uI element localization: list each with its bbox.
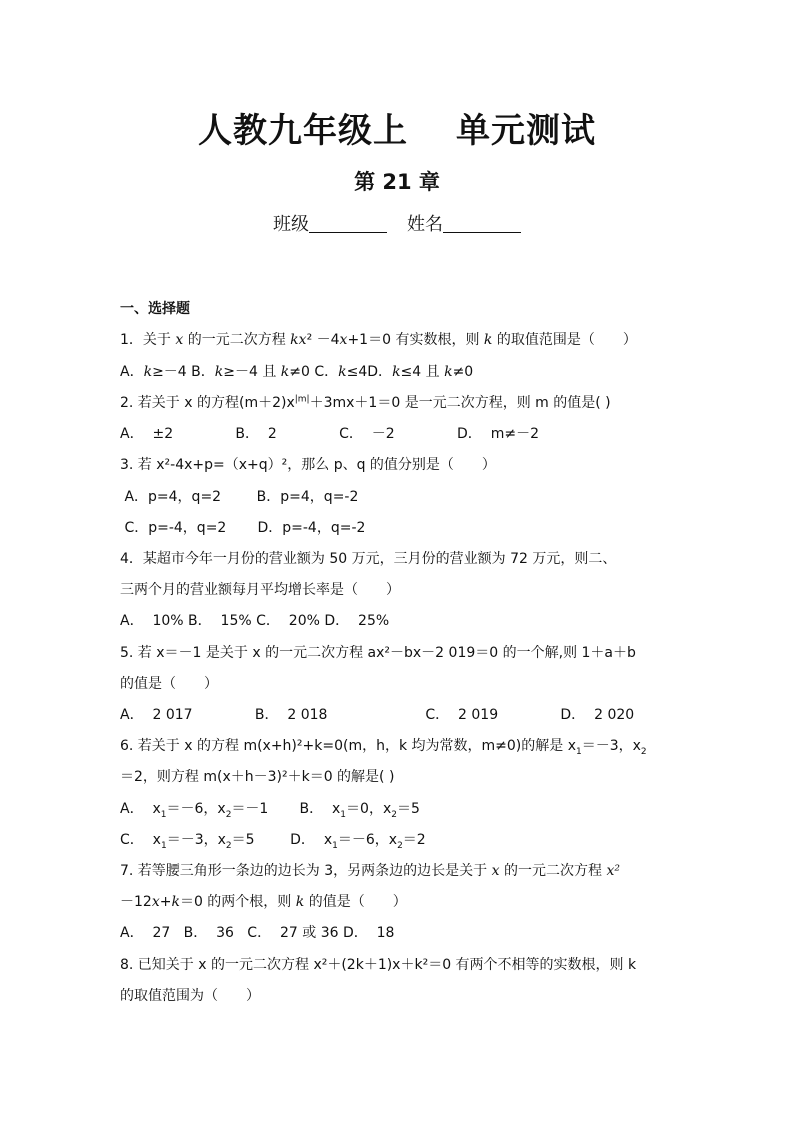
class-name-line xyxy=(0,210,794,236)
question-8-stem-line-1: 8. 已知关于 x 的一元二次方程 x²＋(2k＋1)x＋k²＝0 有两个不相等的实数根，则 k xyxy=(120,957,637,973)
question-3-options-ab: A．p=4，q=2 B．p=4，q=-2 xyxy=(120,489,359,505)
question-2-stem: 2. 若关于 x 的方程$(m+2)x^{|m|}+3mx+1=0$ 是一元二次方程，则 m 的值是( ) xyxy=(120,394,611,411)
question-4-options: A． 10% B． 15% C． 20% D． 25% xyxy=(120,613,390,629)
title-part-1: 人教九年级上 xyxy=(198,111,408,151)
question-2-options: A． ±2 B． 2 C． －2 D． m≠－2 xyxy=(120,426,539,442)
question-6-options-ab: A． $x_1=-6$，$x_2=-1$ B． $x_1=0$，$x_2=5$ xyxy=(120,801,420,820)
name-label: 姓名 xyxy=(407,214,443,235)
question-1-options: A．k≥－4 B．k≥－4 且 k≠0 C．k≤4D．k≤4 且 k≠0 xyxy=(120,364,474,380)
question-4-stem-line-2: 三两个月的营业额每月平均增长率是（ ） xyxy=(120,582,400,598)
question-5-stem-line-2: 的值是（ ） xyxy=(120,676,218,692)
page-title xyxy=(0,103,794,152)
name-blank[interactable] xyxy=(443,214,521,233)
class-blank[interactable] xyxy=(309,214,387,233)
question-5-stem-line-1: 5. 若 x＝－1 是关于 x 的一元二次方程 ax²－bx－2 019＝0 的一个解,则 1＋a＋b xyxy=(120,645,636,661)
question-6-stem-line-1: 6. 若关于 x 的方程 m(x+h)²+k=0(m，h，k 均为常数，m≠0)的解是 $x_1=-3$，$x_2$ xyxy=(120,738,647,757)
question-1-stem: 1．关于 x 的一元二次方程 kx² －4x+1＝0 有实数根，则 k 的取值范围是（ ） xyxy=(120,332,637,348)
question-7-stem-line-2: －12x+k＝0 的两个根，则 k 的值是（ ） xyxy=(120,894,407,910)
question-7-stem-line-1: 7. 若等腰三角形一条边的边长为 3，另两条边的边长是关于 x 的一元二次方程 x² xyxy=(120,863,620,879)
question-3-options-cd: C．p=-4，q=2 D．p=-4，q=-2 xyxy=(120,520,366,536)
class-label: 班级 xyxy=(273,214,309,235)
question-4-stem-line-1: 4．某超市今年一月份的营业额为 50 万元，三月份的营业额为 72 万元，则二、 xyxy=(120,551,617,567)
chapter-heading: 第 21 章 xyxy=(354,170,440,194)
question-6-stem-line-2: ＝2，则方程 m(x＋h－3)²＋k＝0 的解是( ) xyxy=(120,769,395,785)
question-6-options-cd: C． $x_1=-3$，$x_2=5$ D． $x_1=-6$，$x_2=2$ xyxy=(120,832,426,851)
question-3-stem: 3. 若 x²-4x+p=（x+q）²，那么 p、q 的值分别是（ ） xyxy=(120,457,496,473)
question-8-stem-line-2: 的取值范围为（ ） xyxy=(120,988,260,1004)
question-5-options: A． 2 017 B． 2 018 C． 2 019 D． 2 020 xyxy=(120,707,635,723)
title-part-2: 单元测试 xyxy=(456,111,596,151)
section-title: 一、选择题 xyxy=(120,301,190,317)
question-7-options: A． 27 B． 36 C． 27 或 36 D． 18 xyxy=(120,925,395,941)
